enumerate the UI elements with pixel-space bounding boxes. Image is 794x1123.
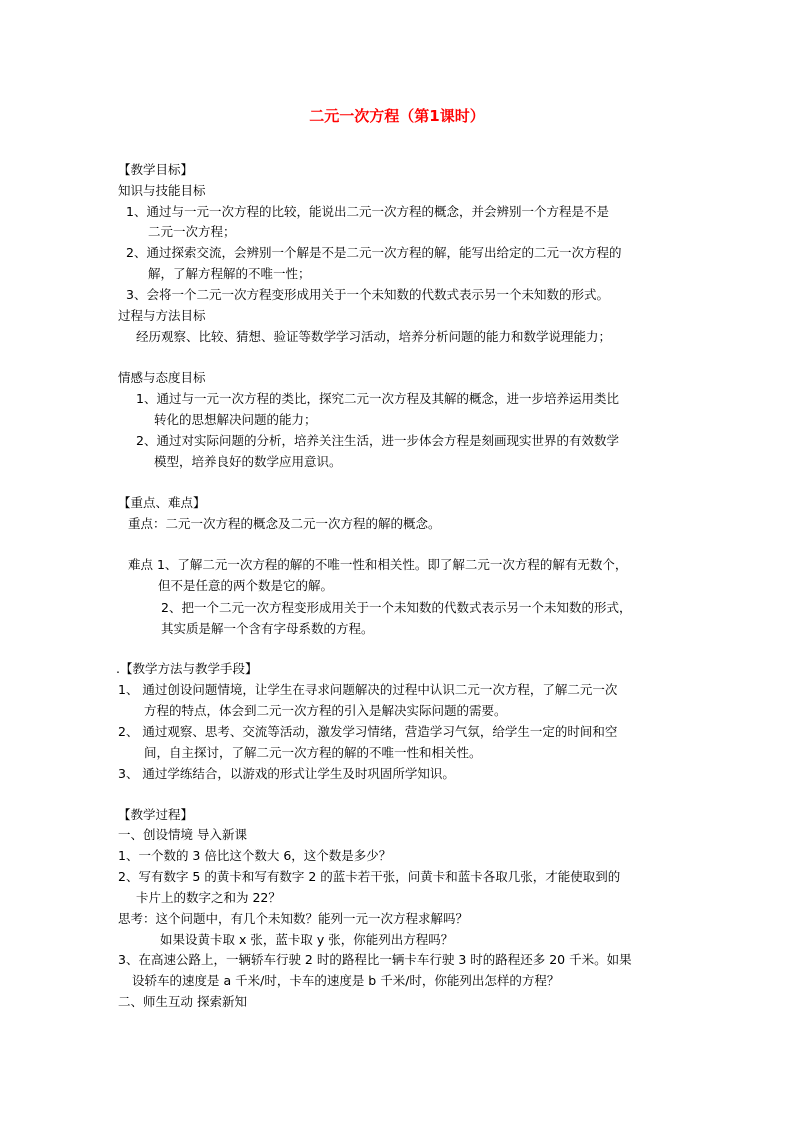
methods-heading: .【教学方法与教学手段】 — [116, 661, 258, 676]
page-title: 二元一次方程（第1课时） — [309, 107, 485, 125]
process-goal-heading: 过程与方法目标 — [118, 308, 206, 323]
knowledge-heading: 知识与技能目标 — [118, 183, 206, 198]
method-item-3: 3、 通过学练结合，以游戏的形式让学生及时巩固所学知识。 — [118, 766, 455, 781]
method-item-2-cont: 间，自主探讨，了解二元一次方程的解的不唯一性和相关性。 — [144, 745, 482, 760]
emotion-item-2-cont: 模型，培养良好的数学应用意识。 — [154, 454, 342, 469]
difficulty-1: 难点 1、了解二元一次方程的解的不唯一性和相关性。即了解二元一次方程的解有无数个， — [128, 557, 628, 572]
keypoints-heading: 【重点、难点】 — [118, 495, 206, 510]
difficulty-2: 2、把一个二元一次方程变形成用关于一个未知数的代数式表示另一个未知数的形式， — [161, 600, 632, 615]
emotion-item-1: 1、通过与一元一次方程的类比，探究二元一次方程及其解的概念，进一步培养运用类比 — [136, 391, 619, 406]
knowledge-item-2-cont: 解，了解方程解的不唯一性； — [148, 266, 311, 281]
difficulty-2-cont: 其实质是解一个含有字母系数的方程。 — [161, 621, 374, 636]
question-2: 2、写有数字 5 的黄卡和写有数字 2 的蓝卡若干张，问黄卡和蓝卡各取几张，才能使取到的 — [118, 869, 621, 884]
question-3-cont: 设轿车的速度是 a 千米/时，卡车的速度是 b 千米/时，你能列出怎样的方程？ — [132, 973, 560, 988]
emotion-item-1-cont: 转化的思想解决问题的能力； — [154, 412, 317, 427]
process-heading: 【教学过程】 — [118, 807, 194, 822]
think-prompt: 思考：这个问题中，有几个未知数？能列一元一次方程求解吗？ — [118, 911, 469, 926]
question-2-cont: 卡片上的数字之和为 22？ — [136, 890, 281, 905]
question-3: 3、在高速公路上，一辆轿车行驶 2 时的路程比一辆卡车行驶 3 时的路程还多 20 千米。如果 — [118, 952, 632, 967]
difficulty-1-cont: 但不是任意的两个数是它的解。 — [158, 578, 334, 593]
objectives-heading: 【教学目标】 — [118, 162, 194, 177]
emotion-heading: 情感与态度目标 — [118, 370, 206, 385]
emotion-item-2: 2、通过对实际问题的分析，培养关注生活，进一步体会方程是刻画现实世界的有效数学 — [136, 433, 619, 448]
method-item-1: 1、 通过创设问题情境，让学生在寻求问题解决的过程中认识二元一次方程，了解二元一次 — [118, 682, 618, 697]
process-part-1: 一、创设情境 导入新课 — [118, 827, 247, 842]
method-item-1-cont: 方程的特点，体会到二元一次方程的引入是解决实际问题的需要。 — [144, 703, 507, 718]
knowledge-item-2: 2、通过探索交流，会辨别一个解是不是二元一次方程的解，能写出给定的二元一次方程的 — [126, 245, 622, 260]
process-goal-text: 经历观察、比较、猜想、验证等数学学习活动，培养分析问题的能力和数学说理能力； — [136, 329, 612, 344]
method-item-2: 2、 通过观察、思考、交流等活动，激发学习情绪，营造学习气氛，给学生一定的时间和空 — [118, 724, 618, 739]
knowledge-item-3: 3、会将一个二元一次方程变形成用关于一个未知数的代数式表示另一个未知数的形式。 — [126, 287, 609, 302]
knowledge-item-1: 1、通过与一元一次方程的比较，能说出二元一次方程的概念，并会辨别一个方程是不是 — [126, 204, 609, 219]
question-1: 1、一个数的 3 倍比这个数大 6，这个数是多少？ — [118, 848, 392, 863]
key-point: 重点：二元一次方程的概念及二元一次方程的解的概念。 — [128, 516, 441, 531]
think-prompt-2: 如果设黄卡取 x 张，蓝卡取 y 张，你能列出方程吗？ — [160, 932, 454, 947]
process-part-2: 二、师生互动 探索新知 — [118, 994, 247, 1009]
knowledge-item-1-cont: 二元一次方程； — [148, 224, 236, 239]
